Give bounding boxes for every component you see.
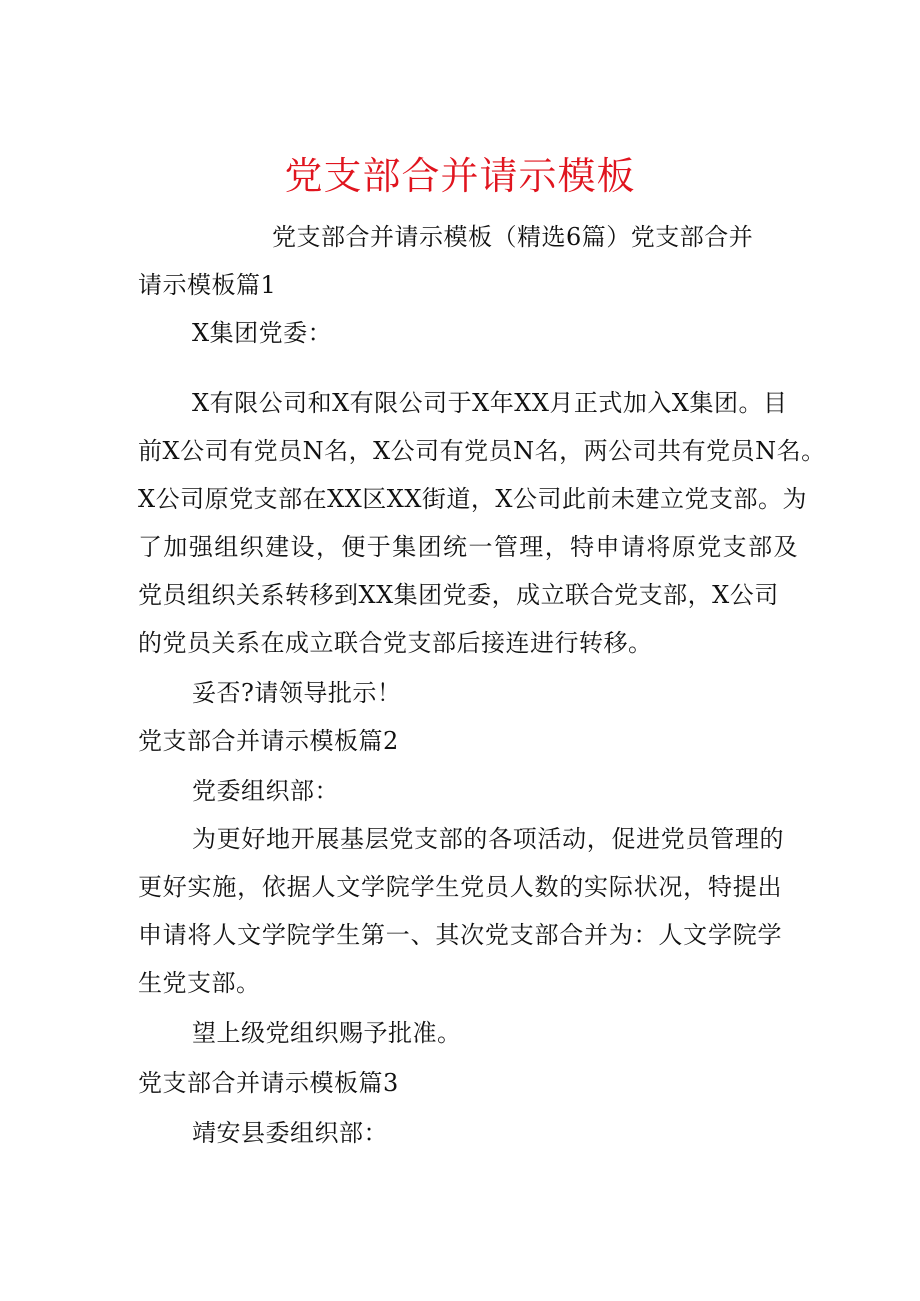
section1-closing: 妥否?请领导批示！ [192, 679, 402, 707]
intro-line-1: 党支部合并请示模板（精选6篇）党支部合并 [272, 223, 754, 251]
section2-paragraph-line: 生党支部。 [138, 969, 261, 997]
section1-paragraph-line: X公司原党支部在XX区XX街道，X公司此前未建立党支部。为 [138, 485, 808, 513]
section2-heading: 党支部合并请示模板篇2 [138, 727, 399, 755]
section1-paragraph-line: 党员组织关系转移到XX集团党委，成立联合党支部，X公司 [138, 581, 779, 609]
section3-salutation: 靖安县委组织部： [192, 1119, 388, 1147]
section2-paragraph-line: 申请将人文学院学生第一、其次党支部合并为：人文学院学 [138, 921, 782, 949]
section1-paragraph-line: 了加强组织建设，便于集团统一管理，特申请将原党支部及 [138, 533, 798, 561]
section1-salutation: X集团党委： [192, 319, 333, 347]
section2-paragraph-line: 为更好地开展基层党支部的各项活动，促进党员管理的 [192, 825, 784, 853]
section1-paragraph-line: 前X公司有党员N名，X公司有党员N名，两公司共有党员N名。 [138, 437, 826, 465]
document-title: 党支部合并请示模板 [284, 154, 636, 198]
intro-line-2: 请示模板篇1 [138, 271, 277, 299]
section1-paragraph-line: X有限公司和X有限公司于X年XX月正式加入X集团。目 [192, 389, 788, 417]
section2-salutation: 党委组织部： [192, 777, 339, 805]
section2-paragraph-line: 更好实施，依据人文学院学生党员人数的实际状况，特提出 [138, 873, 782, 901]
section2-closing: 望上级党组织赐予批准。 [192, 1019, 462, 1047]
section3-heading: 党支部合并请示模板篇3 [138, 1069, 399, 1097]
section1-paragraph-line: 的党员关系在成立联合党支部后接连进行转移。 [138, 629, 653, 657]
